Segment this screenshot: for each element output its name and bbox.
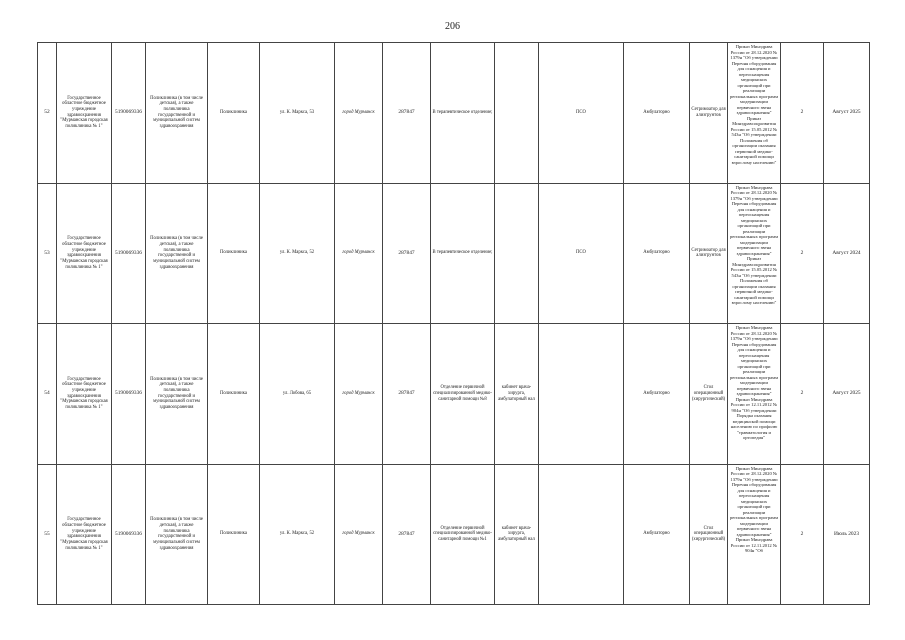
department-cell: Отделение первичной специализированной медико-санитарной помощи №1 xyxy=(431,464,495,605)
inn-cell: 5190069336 xyxy=(112,43,146,184)
care-condition-cell: Амбулаторно xyxy=(624,464,690,605)
activity-cell: Поликлиника (в том числе детская), а также поликлиника государственной и муниципальной систем здравоохранения xyxy=(146,324,208,465)
organization-name: Государственное областное бюджетное учреждение здравоохранения "Мурманская городская поликлиника № 1" xyxy=(57,43,112,184)
table-row xyxy=(38,464,870,605)
delivery-date-cell: Август 2025 xyxy=(824,43,870,184)
activity-cell: Поликлиника (в том числе детская), а также поликлиника государственной и муниципальной систем здравоохранения xyxy=(146,183,208,324)
equipment-cell: Стол операционный (хирургический) xyxy=(690,464,728,605)
activity-cell: Поликлиника (в том числе детская), а также поликлиника государственной и муниципальной систем здравоохранения xyxy=(146,43,208,184)
regulation-cell: Приказ Минздрава России от 28.12.2020 № 1379н "Об утверждении Перечня оборудования для оснащения и переоснащения медицинских организаций при реализации региональных программ модернизации первичного звена здравоохранения" Приказ Минздравсоцразвития России от 15.05.2012 № 543н "Об утверждении Положения об организации оказания первичной медико-санитарной помощи взрослому населению" xyxy=(728,183,781,324)
address-cell: ул. К. Маркса, 52 xyxy=(260,464,335,605)
row-number: 53 xyxy=(38,183,57,324)
equipment-cell: Сетримоатор для ализгрунтов xyxy=(690,183,728,324)
postal-code-cell: 287847 xyxy=(383,464,431,605)
quantity-cell: 2 xyxy=(781,183,824,324)
delivery-date-cell: Июль 2023 xyxy=(824,464,870,605)
room-cell xyxy=(495,183,539,324)
city-cell: город Мурманск xyxy=(335,324,383,465)
table-row xyxy=(38,324,870,465)
row-number: 55 xyxy=(38,464,57,605)
row-number: 52 xyxy=(38,43,57,184)
equipment-cell: Сетримоатор для ализгрунтов xyxy=(690,43,728,184)
city-cell: город Мурманск xyxy=(335,464,383,605)
department-cell: В терапевтическое отделение; xyxy=(431,183,495,324)
postal-code-cell: 287847 xyxy=(383,183,431,324)
activity-cell: Поликлиника (в том числе детская), а также поликлиника государственной и муниципальной систем здравоохранения xyxy=(146,464,208,605)
row-number: 54 xyxy=(38,324,57,465)
category-cell xyxy=(539,464,624,605)
category-cell: ПСО xyxy=(539,183,624,324)
city-cell: город Мурманск xyxy=(335,43,383,184)
facility-type-cell: Поликлиника xyxy=(208,464,260,605)
quantity-cell: 2 xyxy=(781,464,824,605)
equipment-cell: Стол операционный (хирургический) xyxy=(690,324,728,465)
regulation-cell: Приказ Минздрава России от 28.12.2020 № 1379н "Об утверждении Перечня оборудования для оснащения и переоснащения медицинских организаций при реализации региональных программ модернизации первичного звена здравоохранения" Приказ Минздрава России от 12.11.2012 № 904н "Об утверждении Порядка оказания медицинской помощи населению по профилю "травматология и ортопедия" xyxy=(728,324,781,465)
quantity-cell: 2 xyxy=(781,324,824,465)
page-number: 206 xyxy=(445,21,460,32)
quantity-cell: 2 xyxy=(781,43,824,184)
care-condition-cell: Амбулаторно xyxy=(624,43,690,184)
inn-cell: 5190069336 xyxy=(112,324,146,465)
address-cell: ул. К. Маркса, 53 xyxy=(260,43,335,184)
organization-name: Государственное областное бюджетное учреждение здравоохранения "Мурманская городская поликлиника № 1" xyxy=(57,183,112,324)
department-cell: В терапевтическое отделение; xyxy=(431,43,495,184)
regulation-cell: Приказ Минздрава России от 28.12.2020 № 1379н "Об утверждении Перечня оборудования для оснащения и переоснащения медицинских организаций при реализации региональных программ модернизации первичного звена здравоохранения" Приказ Минздрава России от 12.11.2012 № 904н "Об xyxy=(728,464,781,605)
equipment-table xyxy=(37,42,870,605)
organization-name: Государственное областное бюджетное учреждение здравоохранения "Мурманская городская поликлиника № 1" xyxy=(57,464,112,605)
care-condition-cell: Амбулаторно xyxy=(624,324,690,465)
category-cell: ПСО xyxy=(539,43,624,184)
address-cell: ул. Лобова, 65 xyxy=(260,324,335,465)
address-cell: ул. К. Маркса, 52 xyxy=(260,183,335,324)
table-row xyxy=(38,43,870,184)
organization-name: Государственное областное бюджетное учреждение здравоохранения "Мурманская городская поликлиника № 1" xyxy=(57,324,112,465)
table-row xyxy=(38,183,870,324)
care-condition-cell: Амбулаторно xyxy=(624,183,690,324)
facility-type-cell: Поликлиника xyxy=(208,183,260,324)
city-cell: город Мурманск xyxy=(335,183,383,324)
department-cell: Отделение первичной специализированной медико-санитарной помощи №8 xyxy=(431,324,495,465)
room-cell: кабинет врача-хирурга, амбулаторный нал xyxy=(495,464,539,605)
inn-cell: 5190069336 xyxy=(112,464,146,605)
facility-type-cell: Поликлиника xyxy=(208,43,260,184)
room-cell xyxy=(495,43,539,184)
room-cell: кабинет врача-хирурга, амбулаторный нал xyxy=(495,324,539,465)
delivery-date-cell: Август 2024 xyxy=(824,183,870,324)
regulation-cell: Приказ Минздрава России от 28.12.2020 № 1379н "Об утверждении Перечня оборудования для оснащения и переоснащения медицинских организаций при реализации региональных программ модернизации первичного звена здравоохранения" Приказ Минздравсоцразвития России от 15.05.2012 № 543н "Об утверждении Положения об организации оказания первичной медико-санитарной помощи взрослому населению" xyxy=(728,43,781,184)
category-cell xyxy=(539,324,624,465)
delivery-date-cell: Август 2025 xyxy=(824,324,870,465)
facility-type-cell: Поликлиника xyxy=(208,324,260,465)
postal-code-cell: 287847 xyxy=(383,324,431,465)
postal-code-cell: 287847 xyxy=(383,43,431,184)
inn-cell: 5190069336 xyxy=(112,183,146,324)
